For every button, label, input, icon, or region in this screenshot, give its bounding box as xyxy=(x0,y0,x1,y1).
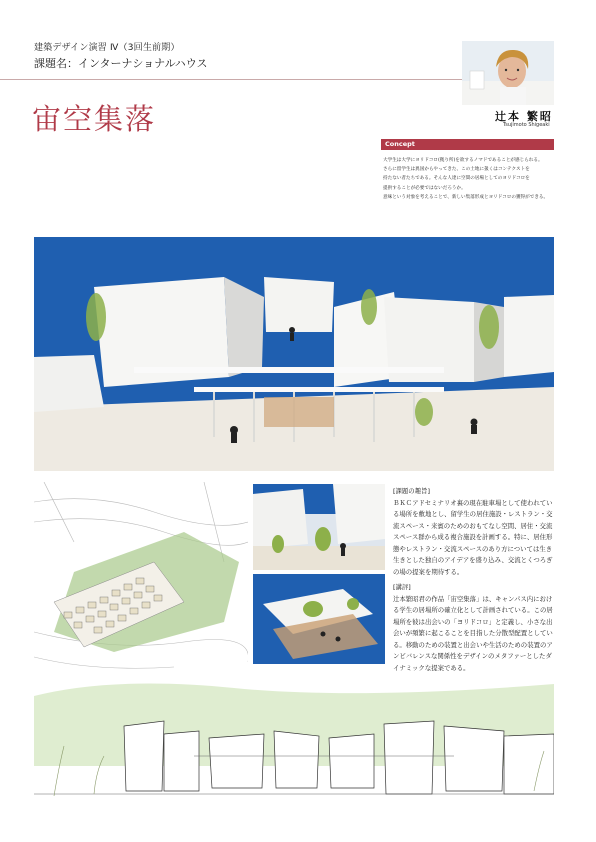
student-portrait xyxy=(462,41,554,105)
elevation-drawing xyxy=(34,676,554,808)
project-title: 宙空集落 xyxy=(32,102,157,136)
header-divider xyxy=(0,79,462,80)
student-name: 辻本 繁昭 xyxy=(495,110,553,123)
concept-line: 大学生は大学にヨリドコロ(拠り所)を欲するノマドであることが感じられる。 xyxy=(383,158,543,163)
concept-line: さらに留学生は異国からやってきた、この土地に扱くはコンテクストを xyxy=(383,167,530,173)
description-column xyxy=(393,486,558,690)
model-photo-detail-2 xyxy=(253,574,385,664)
concept-heading: Concept xyxy=(381,139,554,150)
course-label: 建築デザイン演習 Ⅳ（3回生前期） xyxy=(34,43,180,53)
concept-text xyxy=(383,156,554,202)
brief-body: ＢＫＣアドセミナリオ裏の現在駐車場として使われている場所を敷地とし、留学生の居住施設・レストラン・交流スペース・来賓のためのおもてなし空間、居住・交流スペース群から成る複合施設を計画する。特に、居住形態やレストラン・交流スペースのあり方については生き生きとした独自のアイデアを盛り込み、交流とくつろぎの場の提案を期待する。 xyxy=(393,498,553,576)
assignment-title: 課題名：インターナショナルハウス xyxy=(34,57,208,70)
brief-heading: [課題の趣旨] xyxy=(393,487,430,495)
model-photo-detail-1 xyxy=(253,484,385,570)
concept-line: 持たない者たちである。そんな人達に空間の居場としてのヨリドコロを xyxy=(383,176,530,182)
review-heading: [講評] xyxy=(393,583,411,591)
model-photo-main xyxy=(34,237,554,471)
concept-line: 意味という対象を考えることで、新しい集落形成とヨリドコロの獲得ができる。 xyxy=(383,194,549,200)
student-romaji: Tsujimoto Shigeaki xyxy=(503,122,550,128)
site-plan xyxy=(34,482,248,678)
concept-line: 提供することが必要ではないだろうか。 xyxy=(383,185,466,191)
review-body: 辻本繁昭君の作品「宙空集落」は、キャンパス内における学生の居場所の確立化として計画されている。この居場所を彼は出会いの「ヨリドコロ」と定義し、小さな出会いが頻繁に起こることを目指した分散型配置としている。移動のための装置と出会いや生活のための装置のアンビバレンスな関係性をデザインのメタファーとしたダイナミックな提案である。 xyxy=(393,594,553,672)
